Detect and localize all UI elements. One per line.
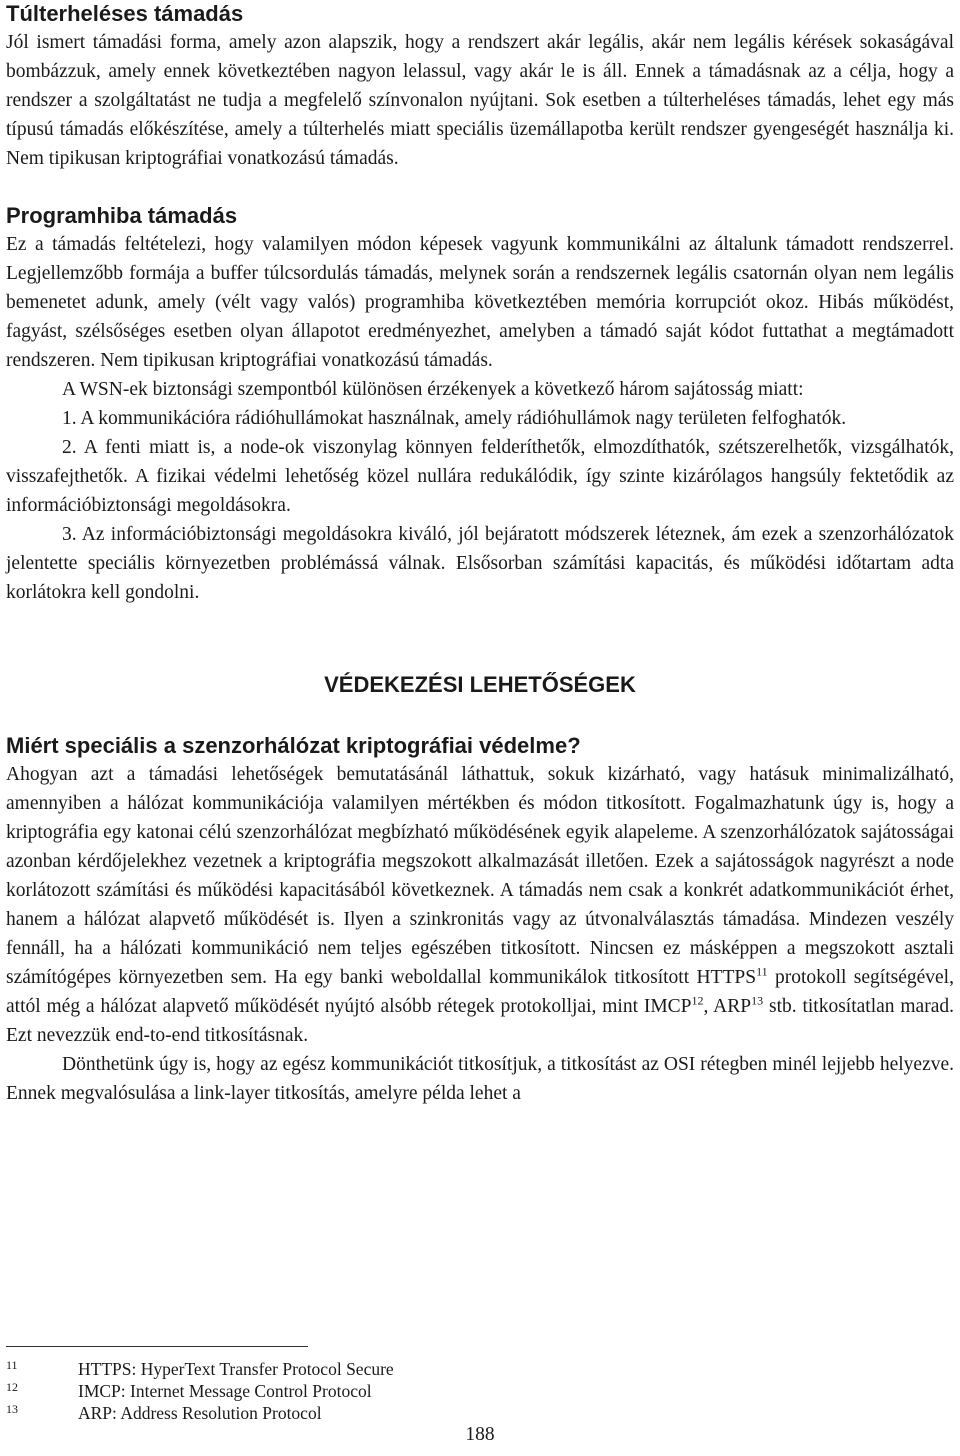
- paragraph-overload-attack: Jól ismert támadási forma, amely azon alapszik, hogy a rendszert akár legális, akár nem legális kérések sokaságával bombázzuk, amely ennek következtében nagyon lelassul, vagy akár le is áll. Ennek a támadásnak az a célja, hogy a rendszer a szolgáltatást ne tudja a megfelelő színvonalon nyújtani. Sok esetben a túlterheléses támadás, lehet egy más típusú támadás előkészítése, amely a túlterhelés miatt speciális üzemállapotba került rendszer gyengeségét használja ki. Nem tipikusan kriptográfiai vonatkozású támadás.: [6, 32, 954, 169]
- paragraph-link-layer: Dönthetünk úgy is, hogy az egész kommunikációt titkosítjuk, a titkosítást az OSI rétegben minél lejjebb helyezve. Ennek megvalósulása a link-layer titkosítás, amelyre példa lehet a: [6, 1054, 954, 1104]
- section-heading-defense: VÉDEKEZÉSI LEHETŐSÉGEK: [324, 672, 636, 697]
- document-page: [6, 0, 954, 1108]
- heading-why-special: Miért speciális a szenzorhálózat kriptográfiai védelme?: [6, 733, 581, 758]
- footnote-ref-12[interactable]: 12: [691, 993, 704, 1008]
- footnote-ref-11[interactable]: 11: [756, 964, 768, 979]
- footnote-11: 11 HTTPS: HyperText Transfer Protocol Secure: [6, 1358, 394, 1379]
- paragraph-program-bug-attack: Ez a támadás feltételezi, hogy valamilyen módon képesek vagyunk kommunikálni az általunk támadott rendszerrel. Legjellemzőbb formája a buffer túlcsordulás támadás, melynek során a rendszernek legális csatornán olyan nem legális bemenetet adunk, amely (vélt vagy valós) programhiba következtében memória korrupciót okoz. Hibás működést, fagyást, szélsőséges esetben olyan állapotot eredményezhet, amelyben a támadó saját kódot futtathat a megtámadott rendszeren. Nem tipikusan kriptográfiai vonatkozású támadás.: [6, 234, 954, 371]
- paragraph-why-special: Ahogyan azt a támadási lehetőségek bemutatásánál láthattuk, sokuk kizárható, vagy hatásuk minimalizálható, amennyiben a hálózat kommunikációja valamilyen mértékben és módon titkosított. Fogalmazhatunk úgy is, hogy a kriptográfia egy katonai célú szenzorhálózat megbízható működésének egyik alapeleme. A szenzorhálózatok sajátosságai azonban kérdőjelekhez vezetnek a kriptográfia megszokott alkalmazását illetően. Ezek a sajátosságok nagyrészt a node korlátozott számítási és működési kapacitásából következnek. A támadás nem csak a konkrét adatkommunikációt érhet, hanem a hálózat alapvető működését is. Ilyen a szinkronitás vagy az útvonalválasztás támadása. Mindezen veszély fennáll, ha a hálózati kommunikáció nem teljes egészében titkosított. Nincsen ez másképpen a megszokott asztali számítógépes környezetben sem. Ha egy banki weboldallal kommunikálok titkosított HTTPS$^{11}$ protokoll segítségével, attól még a hálózat alapvető működését nyújtó alsóbb rétegek protokolljai, mint IMCP$^{12}$, ARP$^{13}$ stb. titkosítatlan marad. Ezt nevezzük end-to-end titkosításnak.: [6, 764, 954, 1046]
- footnote-13: 13 ARP: Address Resolution Protocol: [6, 1402, 322, 1423]
- heading-overload-attack: Túlterheléses támadás: [6, 1, 244, 26]
- footnote-ref-13[interactable]: 13: [751, 993, 764, 1008]
- paragraph-wsn-intro: A WSN-ek biztonsági szempontból különösen érzékenyek a következő három sajátosság miatt:: [62, 379, 804, 400]
- list-item-2: 2. A fenti miatt is, a node-ok viszonylag könnyen felderíthetők, elmozdíthatók, szétszerelhetők, vizsgálhatók, visszafejthetők. A fizikai védelmi lehetőség közel nullára redukálódik, így szinte kizárólagos hangsúly fektetődik az információbiztonsági megoldásokra.: [6, 437, 954, 516]
- footnote-separator: [6, 1346, 308, 1347]
- heading-program-bug-attack: Programhiba támadás: [6, 203, 238, 228]
- list-item-1: 1. A kommunikációra rádióhullámokat használnak, amely rádióhullámok nagy területen felfoghatók.: [62, 408, 847, 429]
- page-number: 188: [465, 1424, 495, 1445]
- footnote-12: 12 IMCP: Internet Message Control Protocol: [6, 1380, 372, 1401]
- list-item-3: 3. Az információbiztonsági megoldásokra kiváló, jól bejáratott módszerek léteznek, ám ezek a szenzorhálózatok jelentette speciális környezetben problémássá válnak. Elsősorban számítási kapacitás, és működési időtartam adta korlátokra kell gondolni.: [6, 524, 954, 603]
